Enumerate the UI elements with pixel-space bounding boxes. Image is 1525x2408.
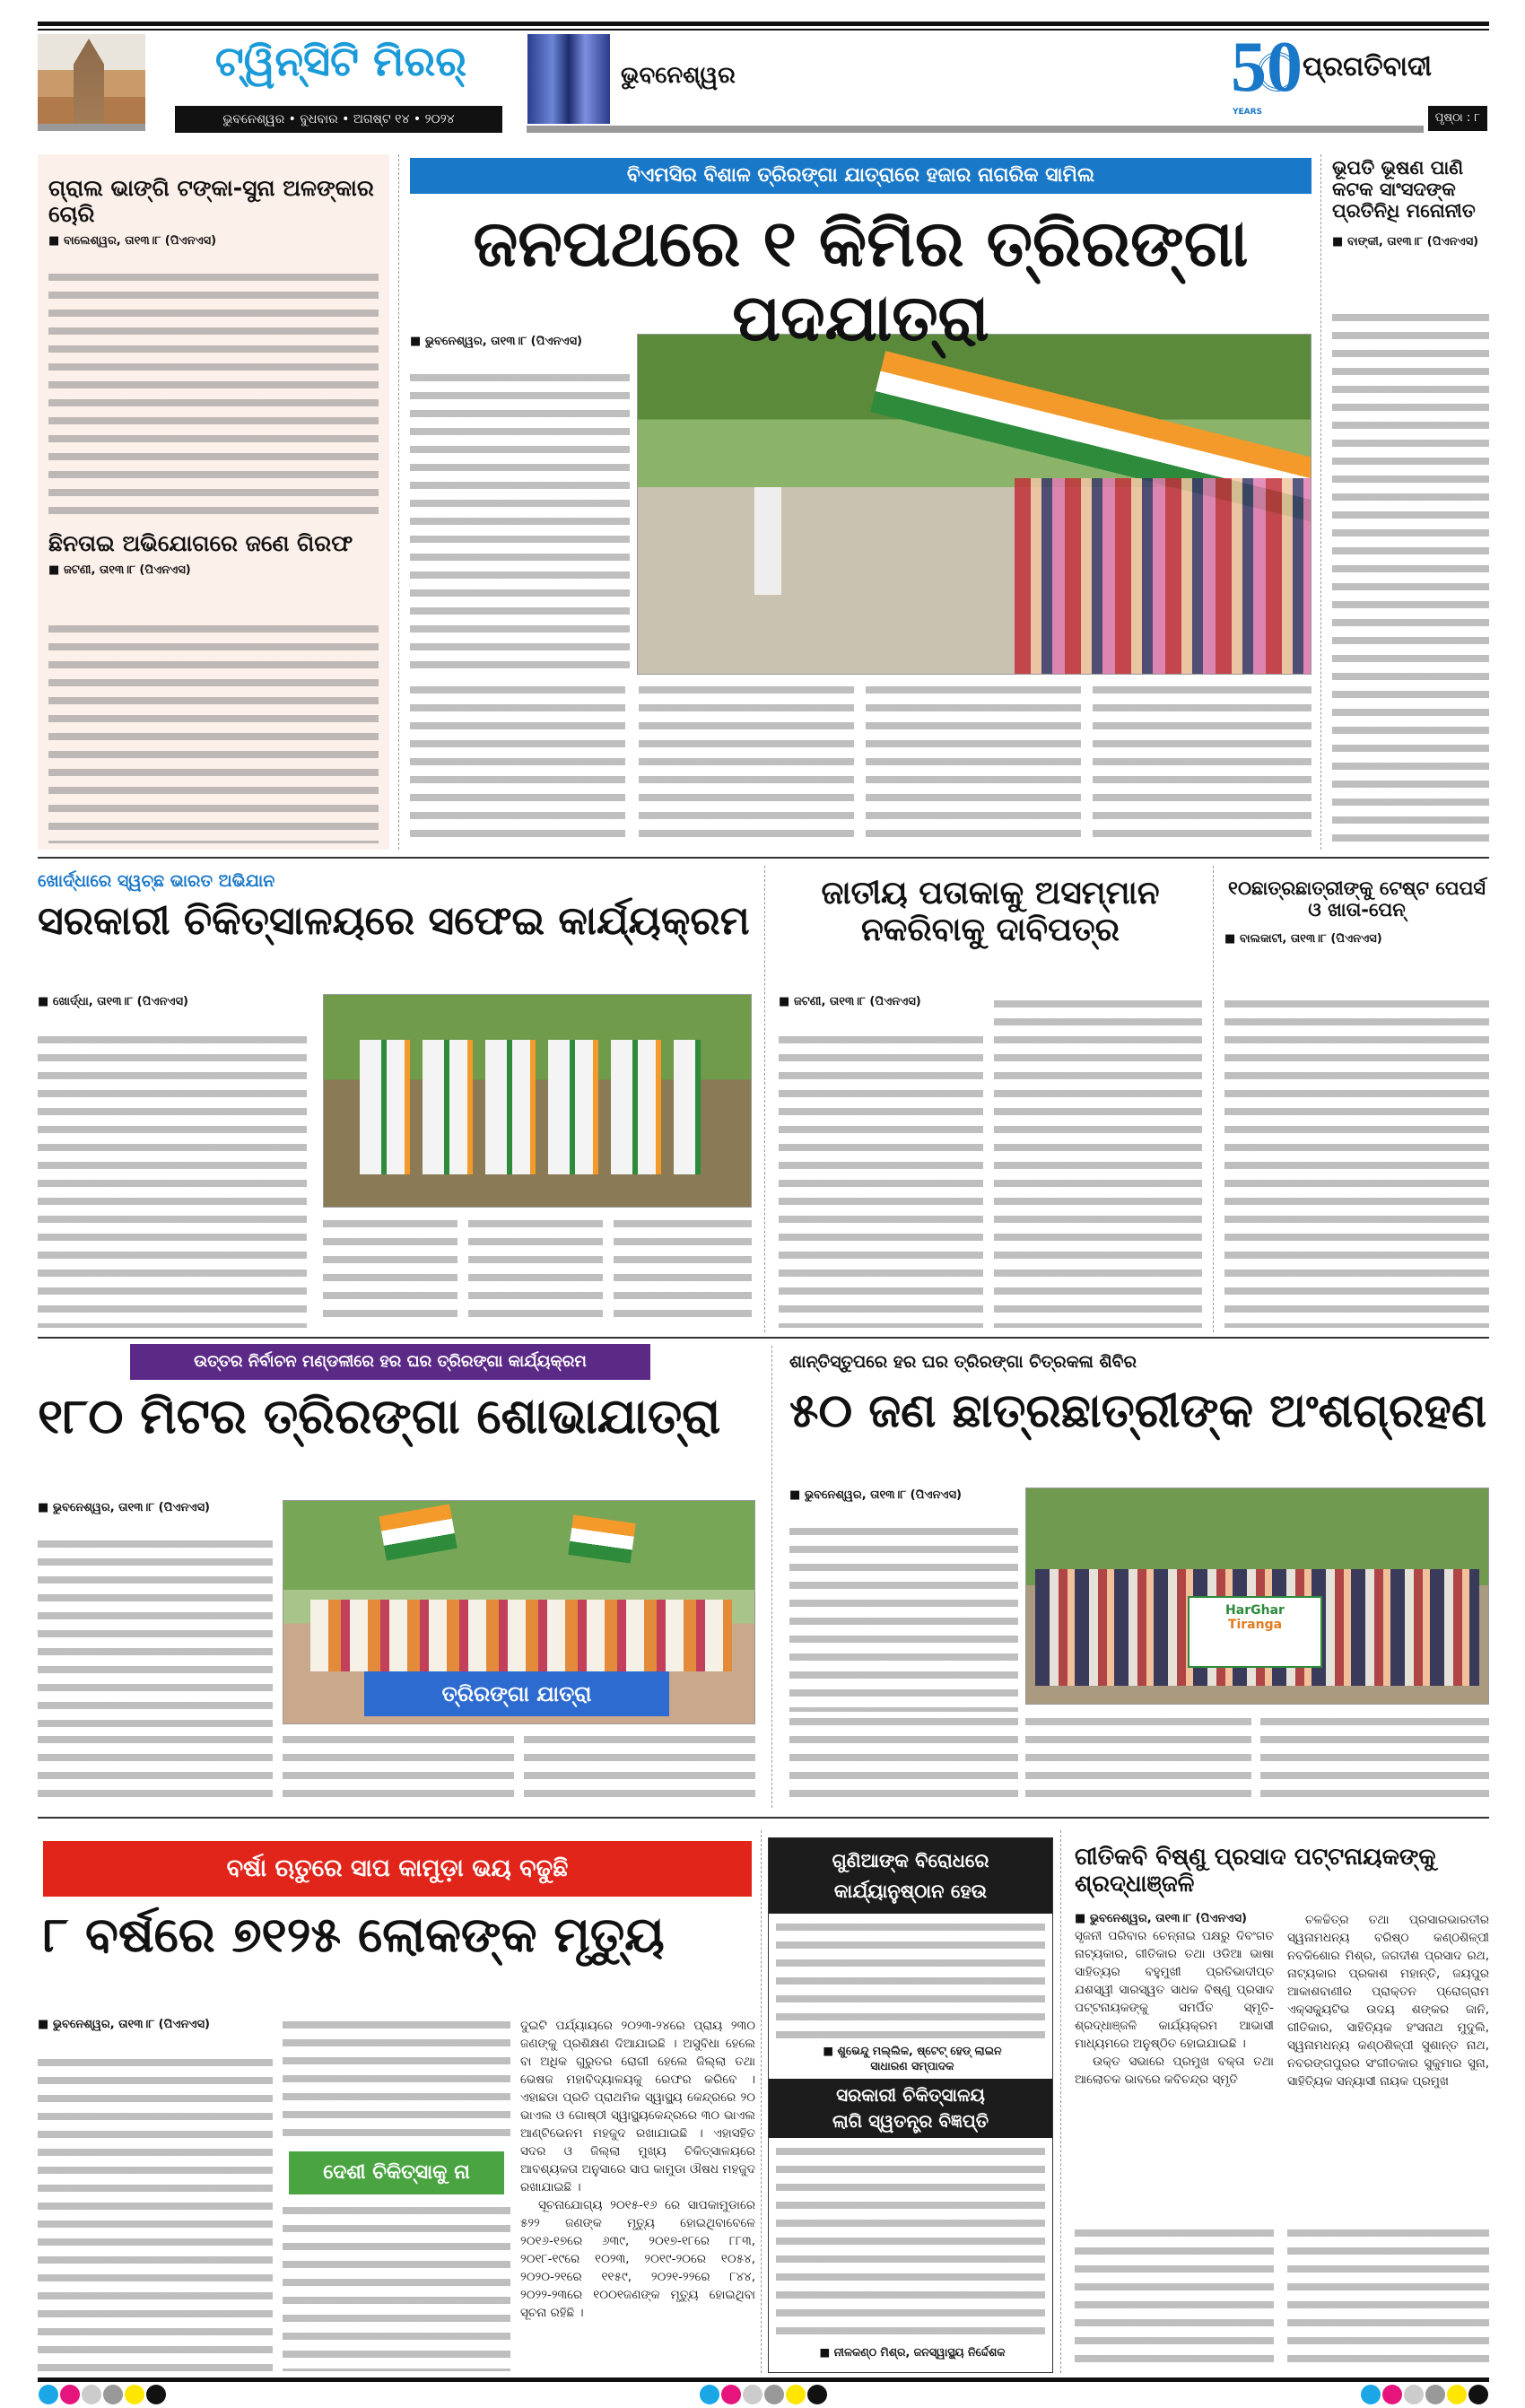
poster: HarGhar Tiranga <box>1188 1596 1322 1668</box>
article-body <box>283 1732 514 1803</box>
article-body <box>789 1714 1018 1803</box>
article-body <box>1224 996 1489 1328</box>
byline: ■ ବାଲକାଟୀ, ତା୧୩।୮ (ପିଏନଏସ) <box>1224 931 1489 947</box>
article-body <box>1093 682 1312 848</box>
kicker: ବର୍ଷା ଋତୁରେ ସାପ କାମୁଡ଼ା ଭୟ ବଢୁଛି <box>43 1841 752 1897</box>
headline-line: କଟକ ସାଂସଦଙ୍କ <box>1332 179 1456 201</box>
article-body <box>524 1732 755 1803</box>
headline: ୫୦ ଜଣ ଛାତ୍ରଛାତ୍ରୀଙ୍କ ଅଂଶଗ୍ରହଣ <box>789 1383 1487 1438</box>
article-body <box>38 1032 307 1328</box>
headline: ସରକାରୀ ଚିକିତ୍ସାଳୟରେ ସଫେଇ କାର୍ଯ୍ୟକ୍ରମ <box>38 897 750 944</box>
headline-line: ଓ ଖାତା-ପେନ୍ <box>1308 899 1406 921</box>
article-body: ସୃଜନୀ ପରିବାର ଚେନ୍ନାଇ ପକ୍ଷରୁ ଦିବଂଗତ ନାଟ୍ୟକାର, ଗୀତିକାର ତଥା ଓଡିଆ ଭାଷା ସାହିତ୍ୟର ବହୁମୁଖୀ ପ୍ରତିଭାଦୀପ୍ତ ଯଶସ୍ୱୀ ସାରସ୍ୱତ ସାଧକ ବିଷ୍ଣୁ ପ୍ରସାଦ ପଟ୍ଟନାୟକଙ୍କୁ ସମର୍ପିତ ସ୍ମୃତି-ଶ୍ରଦ୍ଧାଞ୍ଜଳି କାର୍ଯ୍ୟକ୍ରମ ଆଭାସୀ ମାଧ୍ୟମରେ ଅନୁଷ୍ଠିତ ହୋଇଯାଇଛି । <box>1075 1929 1274 2051</box>
article-body <box>468 1216 603 1328</box>
kicker: ଉତ୍ତର ନିର୍ବାଚନ ମଣ୍ଡଳୀରେ ହର ଘର ତ୍ରିରଙ୍ଗା କାର୍ଯ୍ୟକ୍ରମ <box>130 1344 650 1380</box>
byline: ■ ବାଙ୍କୀ, ତା୧୩।୮ (ପିଏନଏସ) <box>1332 234 1489 250</box>
city-name: ଭୁବନେଶ୍ୱର <box>621 62 736 89</box>
cleanup-photo <box>323 994 752 1208</box>
anniversary-logo: 50 YEARS <box>1231 28 1303 117</box>
sidebar-body <box>776 1919 1045 2040</box>
article-body <box>38 2055 273 2371</box>
article-body <box>48 621 379 843</box>
article-body <box>1332 310 1489 848</box>
headline-line: ପ୍ରତିନିଧି ମନୋନୀତ <box>1332 200 1476 222</box>
article-body: ଉକ୍ତ ସଭାରେ ପ୍ରମୁଖ ବକ୍ତା ତଥା ଆଲୋଚକ ଭାବରେ କବିଚନ୍ଦ୍ର ସ୍ମୃତି <box>1075 2055 1274 2087</box>
rally-photo <box>637 334 1312 675</box>
article-body: ଦୁଇଟି ପର୍ଯ୍ୟାୟରେ ୨୦୨୩-୨୪ରେ ପ୍ରାୟ ୨୩୦ ଜଣଙ୍କୁ ପ୍ରଶିକ୍ଷଣ ଦିଆଯାଇଛି । ଅସୁବିଧା ହେଲେ ବା ଅଧିକ ଗୁରୁତର ରୋଗୀ ହେଲେ ଜିଲ୍ଲା ତଥା ଭେଷଜ ମହାବିଦ୍ୟାଳୟକୁ ରେଫର କରିବେ । ଏହାଛଡା ପ୍ରତି ପ୍ରାଥମିକ ସ୍ୱାସ୍ଥ୍ୟ କେନ୍ଦ୍ରରେ ୨୦ ଭାଏଲ ଓ ଗୋଷ୍ଠୀ ସ୍ୱାସ୍ଥ୍ୟକେନ୍ଦ୍ରରେ ୩୦ ଭାଏଲ ଆଣ୍ଟିଭେନମ ମହଜୁଦ ରଖାଯାଇଛି । ଏହାସହିତ ସଦର ଓ ଜିଲ୍ଲା ମୁଖ୍ୟ ଚିକିତ୍ସାଳୟରେ ଆବଶ୍ୟକତା ଅନୁସାରେ ସାପ କାମୁଡା ଔଷଧ ମହଜୁଦ ରଖାଯାଇଛି । <box>520 2019 755 2194</box>
byline: ■ ଭୁବନେଶ୍ୱର, ତା୧୩।୮ (ପିଏନଏସ) <box>38 1500 273 1516</box>
kicker: ବିଏମସିର ବିଶାଳ ତ୍ରିରଙ୍ଗା ଯାତ୍ରାରେ ହଜାର ନାଗରିକ ସାମିଲ <box>410 158 1312 194</box>
temple-image <box>38 34 145 124</box>
headline-line: ଭୂପତି ଭୂଷଣ ପାଣି <box>1332 157 1464 179</box>
article-body <box>866 682 1081 848</box>
byline: ■ ବାଲେଶ୍ୱର, ତା୧୩।୮ (ପିଏନଏସ) <box>48 233 379 249</box>
sidebar-header-2: ସରକାରୀ ଚିକିତ୍ସାଳୟ ଲାଗି ସ୍ୱତନ୍ତ୍ର ବିଜ୍ଞପ୍ତି <box>769 2079 1052 2138</box>
headline-line: ୧୦ଛାତ୍ରଛାତ୍ରୀଙ୍କୁ ଟେଷ୍ଟ ପେପର୍ସ <box>1228 877 1486 899</box>
top-rule <box>38 22 1489 26</box>
byline: ■ ଜଟଣୀ, ତା୧୩।୮ (ପିଏନଏସ) <box>48 563 379 579</box>
headline-line: ଜାତୀୟ ପତାକାକୁ ଅସମ୍ମାନ <box>821 875 1160 912</box>
bottom-rule <box>38 2377 1489 2382</box>
quote-credit: ■ ଶୁଭେନ୍ଦୁ ମଲ୍ଲିକ, ଷ୍ଟେଟ୍ ହେଡ୍ ଲାଇନ ସାଧାରଣ ସମ୍ପାଦକ <box>823 2044 1002 2072</box>
masthead-bar <box>527 126 1424 133</box>
page-number: ପୃଷ୍ଠା : ୮ <box>1428 106 1487 131</box>
sidebar-box <box>768 1837 1053 2373</box>
article-body <box>639 682 854 848</box>
paper-logo: ପ୍ରଗତିବାଦୀ <box>1303 51 1433 83</box>
article-body: ଚଳଚ୍ଚିତ୍ର ତଥା ପ୍ରସାରଭାରତୀର ସ୍ୱନାମଧନ୍ୟ ବରିଷ୍ଠ କଣ୍ଠଶିଳ୍ପୀ ନବକିଶୋର ମିଶ୍ର, ଜଗଦୀଶ ପ୍ରସାଦ ରଥ, ନାଟ୍ୟକାର ପ୍ରକାଶ ମହାନ୍ତି, ଜୟପୁର ଆକାଶବାଣୀର ପ୍ରାକ୍ତନ ପ୍ରୋଗ୍ରାମ ଏକ୍ସକ୍ୟୁଟିଭ ଉଦୟ ଶଙ୍କର ଜାନି, ଗୀତିକାର, ସାହିତ୍ୟିକ ହଂସନାଥ ମୁଦୁଲି, ସ୍ୱନାମଧନ୍ୟ କଣ୍ଠଶିଳ୍ପୀ ସୁଶାନ୍ତ ନାଥ, ନବରଙ୍ଗପୁରର ସଂଗୀତକାର ସୁକୁମାର ସୁନା, ସାହିତ୍ୟିକ ସନ୍ୟାସୀ ନାୟକ ପ୍ରମୁଖ <box>1287 1913 1489 2089</box>
article-body <box>283 2017 510 2142</box>
procession-photo <box>283 1500 755 1724</box>
headline-line: ନକରିବାକୁ ଦାବିପତ୍ର <box>860 912 1120 949</box>
article-body <box>410 682 625 848</box>
quote-credit: ■ ନୀଳକଣ୍ଠ ମିଶ୍ର, ଜନସ୍ୱାସ୍ଥ୍ୟ ନିର୍ଦ୍ଦେଶକ <box>819 2345 1006 2359</box>
article-body <box>38 1536 273 1729</box>
procession-banner: ତ୍ରିରଙ୍ଗା ଯାତ୍ରା <box>364 1671 669 1716</box>
article-body <box>48 269 379 520</box>
byline: ■ ଖୋର୍ଦ୍ଧା, ତା୧୩।୮ (ପିଏନଏସ) <box>38 994 307 1010</box>
art-camp-photo <box>1025 1488 1489 1705</box>
article-body <box>1075 2225 1274 2371</box>
byline: ■ ଭୁବନେଶ୍ୱର, ତା୧୩।୮ (ପିଏନଏସ) <box>410 334 630 350</box>
kicker: ଶାନ୍ତିସ୍ତୁପରେ ହର ଘର ତ୍ରିରଙ୍ଗା ଚିତ୍ରକଳା ଶିବିର <box>789 1352 1137 1372</box>
headline: ୮ ବର୍ଷରେ ୭୧୨୫ ଲୋକଙ୍କ ମୃତ୍ୟୁ <box>43 1906 665 1963</box>
byline: ■ ଭୁବନେଶ୍ୱର, ତା୧୩।୮ (ପିଏନଏସ) <box>1075 1911 1274 1927</box>
subhead-box: ଦେଶୀ ଚିକିତ୍ସାକୁ ନା <box>289 2151 504 2194</box>
headline: ଛିନତାଇ ଅଭିଯୋଗରେ ଜଣେ ଗିରଫ <box>48 530 353 556</box>
headline: ଗ୍ରାଲ ଭାଙ୍ଗି ଟଙ୍କା-ସୁନା ଅଳଙ୍କାର ଚୋରି <box>48 175 374 227</box>
byline: ■ ଜଟଣୀ, ତା୧୩।୮ (ପିଏନଏସ) <box>779 994 983 1010</box>
headline: ଜନପଥରେ ୧ କିମିର ତ୍ରିରଙ୍ଗା ପଦଯାତ୍ରା <box>473 205 1249 355</box>
snakebite-stats: ସୂଚନାଯୋଗ୍ୟ ୨୦୧୫-୧୬ ରେ ସାପକାମୁଡାରେ ୫୨୨ ଜଣଙ୍କ ମୃତ୍ୟୁ ହୋଇଥିବାବେଳେ ୨୦୧୬-୧୭ରେ ୬୩୯, ୨୦୧୭-୧୮ରେ ୮୮୩, ୨୦୧୮-୧୯ରେ ୧୦୨୩, ୨୦୧୯-୨୦ରେ ୧୦୫୪, ୨୦୨୦-୨୧ରେ ୧୧୫୯, ୨୦୨୧-୨୨ରେ ୮୪୪, ୨୦୨୨-୨୩ରେ ୧୦୦୧ଜଣଙ୍କ ମୃତ୍ୟୁ ହୋଇଥିବା ସୂଚନା ରହିଛି । <box>520 2198 755 2320</box>
article-body <box>410 370 630 675</box>
sidebar-header: ଗୁଣିଆଙ୍କ ବିରୋଧରେ କାର୍ଯ୍ୟାନୁଷ୍ଠାନ ହେଉ <box>769 1838 1052 1914</box>
byline: ■ ଭୁବନେଶ୍ୱର, ତା୧୩।୮ (ପିଏନଏସ) <box>38 2017 273 2033</box>
article-body <box>323 1216 458 1328</box>
article-body <box>994 996 1202 1328</box>
headline: ୧୮୦ ମିଟର ତ୍ରିରଙ୍ଗା ଶୋଭାଯାତ୍ରା <box>38 1388 721 1444</box>
byline: ■ ଭୁବନେଶ୍ୱର, ତା୧୩।୮ (ପିଏନଏସ) <box>789 1488 1018 1504</box>
dateline: ଭୁବନେଶ୍ୱର • ବୁଧବାର • ଅଗଷ୍ଟ ୧୪ • ୨୦୨୪ <box>175 106 502 133</box>
article-body <box>779 1032 983 1328</box>
article-body <box>614 1216 752 1328</box>
kicker: ଖୋର୍ଦ୍ଧାରେ ସ୍ୱଚ୍ଛ ଭାରତ ଅଭିଯାନ <box>38 871 275 891</box>
article-body <box>283 2203 510 2371</box>
section-title: ଟ୍ୱିନ୍‌ସିଟି ମିରର୍ <box>214 37 467 85</box>
article-body <box>1287 2225 1489 2371</box>
color-registration-marks <box>38 2385 1489 2408</box>
left-column <box>38 154 389 850</box>
sidebar-body <box>776 2143 1045 2336</box>
article-body <box>789 1523 1018 1712</box>
headline: ଗୀତିକବି ବିଷ୍ଣୁ ପ୍ରସାଦ ପଟ୍ଟନାୟକଙ୍କୁ ଶ୍ରଦ୍ଧାଞ୍ଜଳି <box>1075 1844 1436 1898</box>
building-image <box>527 34 610 124</box>
article-body <box>1025 1714 1251 1803</box>
article-body <box>38 1732 273 1803</box>
article-body <box>1260 1714 1489 1803</box>
